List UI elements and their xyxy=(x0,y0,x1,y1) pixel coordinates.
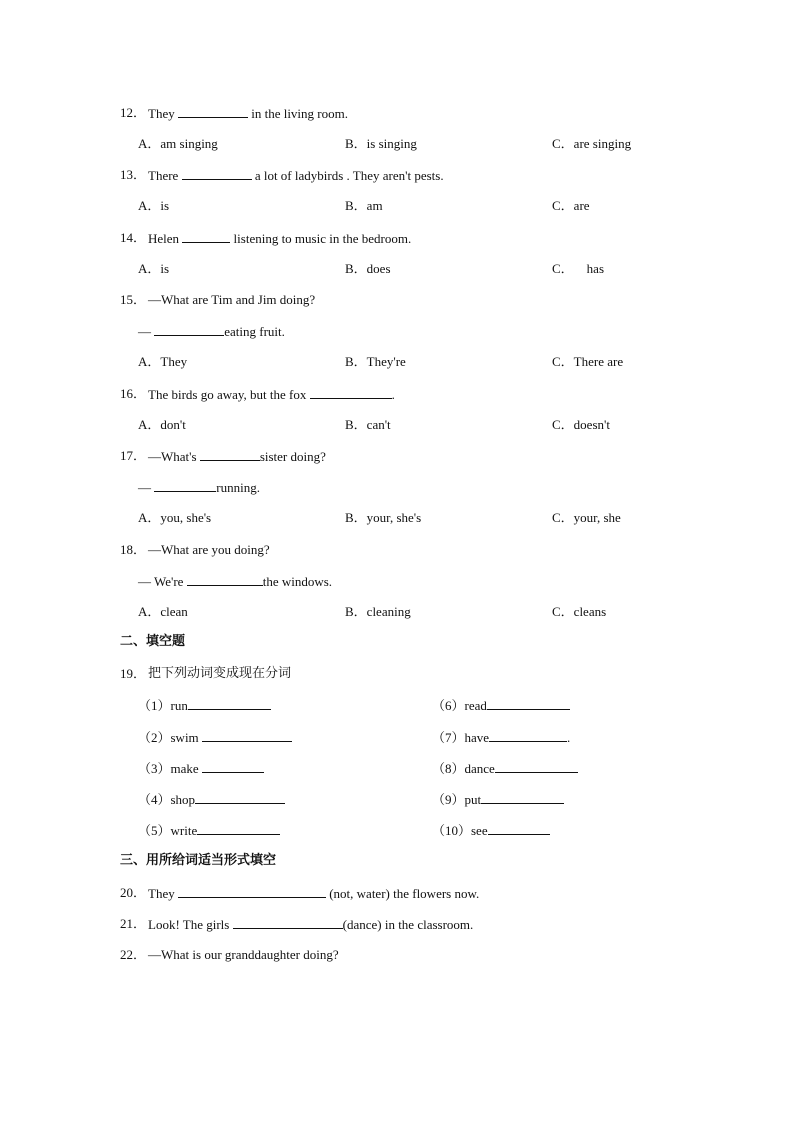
verb-item xyxy=(432,821,550,840)
question-number: 18． xyxy=(120,542,147,557)
option-a[interactable]: A．you, she's xyxy=(138,510,212,525)
stem-before-blank: —What's xyxy=(148,449,197,464)
question-number: 16． xyxy=(120,386,147,401)
answer-blank[interactable] xyxy=(495,759,578,773)
verb-label: （4）shop xyxy=(138,792,196,807)
verb-label: （8）dance xyxy=(432,761,495,776)
stem-before-blank: They xyxy=(148,886,175,901)
verb-item xyxy=(432,759,578,778)
answer-blank[interactable] xyxy=(182,166,252,180)
question-number: 13． xyxy=(120,167,147,182)
option-c[interactable]: C． has xyxy=(552,261,605,276)
question-stem xyxy=(148,385,395,404)
answer-blank[interactable] xyxy=(187,572,263,586)
stem-before-blank: Helen xyxy=(148,231,180,246)
verb-item xyxy=(138,759,264,778)
answer-blank[interactable] xyxy=(178,104,248,118)
verb-label: （10）see xyxy=(432,823,488,838)
stem-after-blank: a lot of ladybirds . They aren't pests. xyxy=(254,168,444,183)
answer-line xyxy=(138,478,260,497)
option-b[interactable]: B．does xyxy=(345,261,391,276)
question-number: 17． xyxy=(120,448,147,463)
answer-blank[interactable] xyxy=(488,821,550,835)
answer-before-blank: — We're xyxy=(138,574,184,589)
question-number: 20． xyxy=(120,885,147,900)
answer-blank[interactable] xyxy=(202,728,292,742)
verb-item xyxy=(432,728,570,747)
stem-before-blank: The birds go away, but the fox xyxy=(148,387,307,402)
verb-item xyxy=(138,790,285,809)
question-number: 19． xyxy=(120,666,147,681)
option-c[interactable]: C．your, she xyxy=(552,510,621,525)
question-number: 15． xyxy=(120,292,147,307)
stem-after-blank: . xyxy=(391,387,395,402)
section-heading-fill-in: 二、填空题 xyxy=(120,634,186,649)
section-heading-word-form: 三、用所给词适当形式填空 xyxy=(120,853,277,868)
answer-after-blank: eating fruit. xyxy=(224,324,285,339)
verb-item xyxy=(138,728,292,747)
answer-line xyxy=(138,572,332,591)
verb-label: （2）swim xyxy=(138,730,199,745)
answer-after-blank: the windows. xyxy=(262,574,333,589)
stem-after-blank: (not, water) the flowers now. xyxy=(329,886,480,901)
verb-label: （5）write xyxy=(138,823,198,838)
answer-blank[interactable] xyxy=(310,385,392,399)
option-b[interactable]: B．cleaning xyxy=(345,604,411,619)
option-a[interactable]: A．don't xyxy=(138,417,186,432)
dash: — xyxy=(138,480,151,495)
answer-blank[interactable] xyxy=(233,915,343,929)
verb-label: （9）put xyxy=(432,792,482,807)
option-c[interactable]: C．doesn't xyxy=(552,417,610,432)
question-stem: —What are you doing? xyxy=(148,542,270,557)
answer-blank[interactable] xyxy=(154,322,224,336)
question-stem xyxy=(148,104,348,123)
option-a[interactable]: A．They xyxy=(138,354,188,369)
answer-blank[interactable] xyxy=(154,478,216,492)
question-number: 22． xyxy=(120,947,147,962)
option-c[interactable]: C．cleans xyxy=(552,604,607,619)
option-b[interactable]: B．your, she's xyxy=(345,510,422,525)
answer-blank[interactable] xyxy=(481,790,564,804)
question-number: 21． xyxy=(120,916,147,931)
stem-after-blank: listening to music in the bedroom. xyxy=(233,231,412,246)
verb-label: （7）have xyxy=(432,730,490,745)
option-c[interactable]: C．There are xyxy=(552,354,624,369)
stem-before-blank: There xyxy=(148,168,179,183)
question-stem: 把下列动词变成现在分词 xyxy=(148,666,292,681)
question-number: 14． xyxy=(120,230,147,245)
answer-after-blank: running. xyxy=(216,480,260,495)
answer-blank[interactable] xyxy=(487,696,570,710)
question-number: 12． xyxy=(120,105,147,120)
answer-line xyxy=(138,322,285,341)
option-b[interactable]: B．is singing xyxy=(345,136,417,151)
verb-label: （6）read xyxy=(432,698,487,713)
question-stem: —What is our granddaughter doing? xyxy=(148,947,339,962)
answer-blank[interactable] xyxy=(202,759,264,773)
stem-after-blank: in the living room. xyxy=(251,106,348,121)
option-a[interactable]: A．is xyxy=(138,198,170,213)
option-a[interactable]: A．clean xyxy=(138,604,188,619)
answer-blank[interactable] xyxy=(182,229,230,243)
dash: — xyxy=(138,324,151,339)
stem-after-blank: (dance) in the classroom. xyxy=(342,917,474,932)
option-a[interactable]: A．am singing xyxy=(138,136,218,151)
stem-after-blank: sister doing? xyxy=(259,449,326,464)
question-stem xyxy=(148,884,479,903)
verb-item xyxy=(138,821,280,840)
option-b[interactable]: B．am xyxy=(345,198,383,213)
verb-item xyxy=(432,696,570,715)
answer-blank[interactable] xyxy=(197,821,280,835)
question-stem xyxy=(148,915,473,934)
verb-label: （3）make xyxy=(138,761,199,776)
option-a[interactable]: A．is xyxy=(138,261,170,276)
answer-blank[interactable] xyxy=(188,696,271,710)
answer-blank[interactable] xyxy=(195,790,285,804)
stem-before-blank: Look! The girls xyxy=(148,917,230,932)
verb-item xyxy=(138,696,271,715)
option-b[interactable]: B．They're xyxy=(345,354,406,369)
answer-blank[interactable] xyxy=(178,884,326,898)
option-b[interactable]: B．can't xyxy=(345,417,391,432)
answer-blank[interactable] xyxy=(200,447,260,461)
option-c[interactable]: C．are singing xyxy=(552,136,632,151)
question-stem xyxy=(148,447,326,466)
period: . xyxy=(567,730,571,745)
verb-label: （1）run xyxy=(138,698,188,713)
question-stem: —What are Tim and Jim doing? xyxy=(148,292,316,307)
question-stem xyxy=(148,166,444,185)
verb-item xyxy=(432,790,564,809)
question-stem xyxy=(148,229,411,248)
answer-blank[interactable] xyxy=(489,728,567,742)
option-c[interactable]: C．are xyxy=(552,198,590,213)
stem-before-blank: They xyxy=(148,106,175,121)
